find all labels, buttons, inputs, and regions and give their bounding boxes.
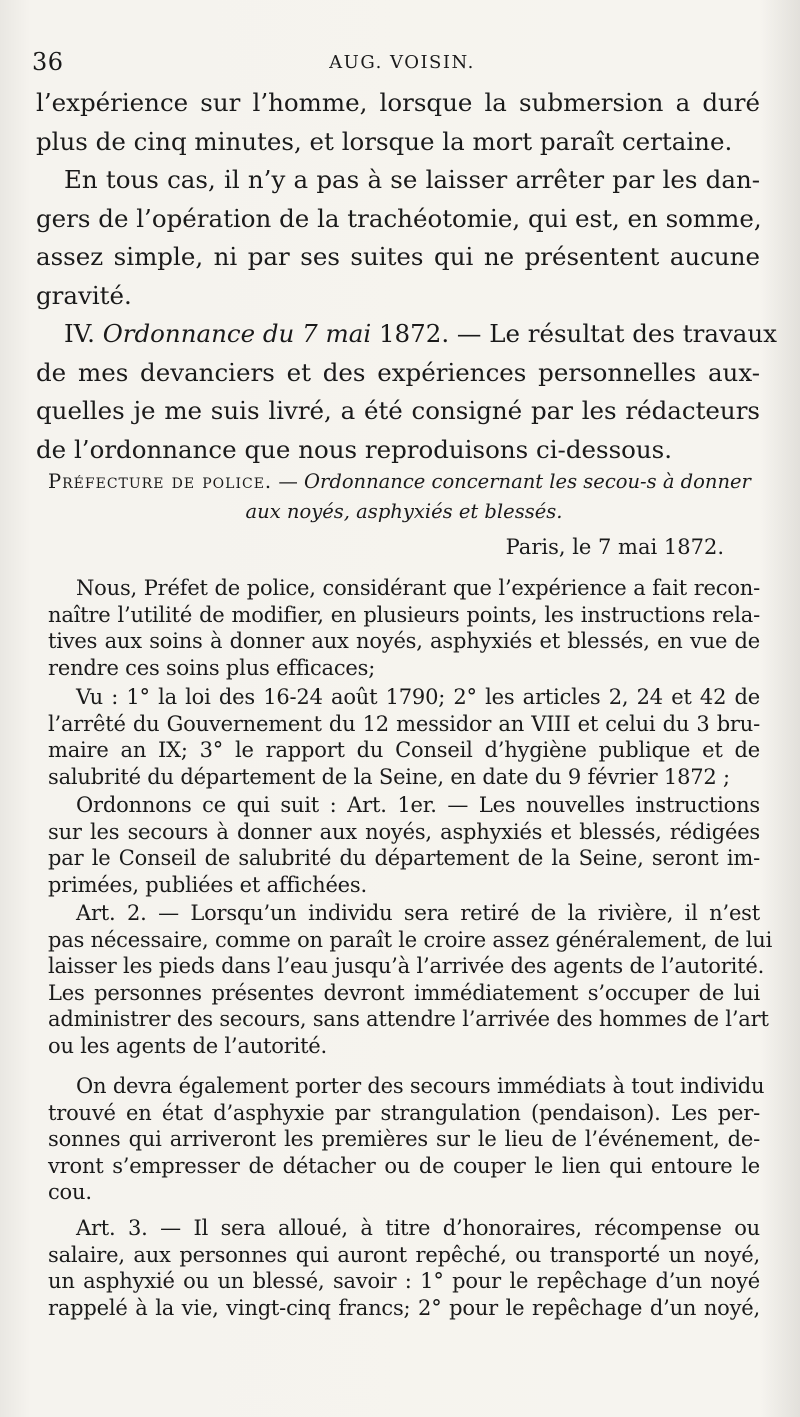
text-line: laisser les pieds dans l’eau jusqu’à l’arrivée des agents de l’autorité. — [48, 954, 765, 978]
text-line: de mes devanciers et des expériences personnelles aux- — [36, 357, 760, 387]
text-line: sur les secours à donner aux noyés, asphyxiés et blessés, rédigées — [48, 819, 760, 844]
text-line: l’arrêté du Gouvernement du 12 messidor an VIII et celui du 3 bru- — [48, 711, 760, 736]
text-line: de l’ordonnance que nous reproduisons ci-dessous. — [36, 434, 673, 464]
text-line: Les personnes présentes devront immédiatement s’occuper de lui — [48, 980, 760, 1005]
text-line: tives aux soins à donner aux noyés, asphyxiés et blessés, en vue de — [48, 629, 760, 653]
text-line: gers de l’opération de la trachéotomie, qui est, en somme, — [36, 203, 762, 233]
text-line: vront s’empresser de détacher ou de couper le lien qui entoure le — [48, 1153, 760, 1178]
body-paragraph-art3 — [48, 1215, 760, 1321]
text-line: cou. — [48, 1180, 92, 1204]
text-line: primées, publiées et affichées. — [48, 872, 367, 897]
text-line: ou les agents de l’autorité. — [48, 1033, 328, 1058]
text-line: trouvé en état d’asphyxie par strangulation (pendaison). Les per- — [48, 1100, 760, 1125]
intro-paragraph — [36, 84, 760, 161]
page-number: 36 — [32, 48, 64, 76]
section-year: 1872. — [378, 319, 450, 348]
dateline: Paris, le 7 mai 1872. — [505, 535, 724, 559]
text-line: rendre ces soins plus efficaces; — [48, 655, 376, 680]
text-line: maire an IX; 3° le rapport du Conseil d’hygiène publique et de — [48, 738, 760, 762]
text-line: salaire, aux personnes qui auront repêché, ou transporté un noyé, — [48, 1242, 760, 1267]
text-line: rappelé à la vie, vingt-cinq francs; 2° pour le repêchage d’un noyé, — [48, 1295, 760, 1320]
text-line: plus de cinq minutes, et lorsque la mort paraît certaine. — [36, 126, 733, 156]
text-line: quelles je me suis livré, a été consigné par les rédacteurs — [36, 396, 760, 425]
section-title: Ordonnance du 7 mai — [102, 319, 372, 348]
text-line: En tous cas, il n’y a pas à se laisser arrêter par les dan- — [64, 165, 760, 194]
body-paragraph-preamble — [48, 575, 760, 681]
paragraph-tracheotomy — [36, 161, 760, 315]
body-paragraph-strangulation — [48, 1073, 765, 1206]
body-paragraph-art1 — [48, 792, 760, 898]
prefecture-label: Préfecture de police. — [48, 470, 273, 493]
body-paragraph-vu — [48, 684, 760, 790]
title-part1: Ordonnance concernant les secou-s à donner — [304, 470, 751, 493]
text-line: Ordonnons ce qui suit : Art. 1er. — Les nouvelles instructions — [76, 793, 760, 817]
text-line: naître l’utilité de modifier, en plusieurs points, les instructions rela- — [48, 602, 760, 627]
text-line: assez simple, ni par ses suites qui ne présentent aucune — [36, 242, 760, 271]
text-line: gravité. — [36, 280, 132, 310]
text-line: Vu : 1° la loi des 16-24 août 1790; 2° les articles 2, 24 et 42 de — [76, 685, 760, 709]
text-line: par le Conseil de salubrité du département de la Seine, seront im- — [48, 846, 760, 870]
running-head: AUG. VOISIN. — [329, 52, 475, 73]
text-line: sonnes qui arriveront les premières sur le lieu de l’événement, de- — [48, 1127, 760, 1151]
section-heading-line — [36, 315, 777, 354]
text-line: Art. 3. — Il sera alloué, à titre d’honoraires, récompense ou — [76, 1216, 760, 1240]
body-paragraph-art2 — [48, 900, 773, 1059]
paragraph-ordonnance-intro — [36, 315, 777, 469]
ordonnance-title — [48, 467, 760, 527]
ordonnance-title-line — [48, 467, 760, 497]
text-line: l’expérience sur l’homme, lorsque la submersion a duré — [36, 88, 760, 117]
text-line: Nous, Préfet de police, considérant que l’expérience a fait recon- — [76, 576, 760, 600]
page-header — [32, 48, 772, 78]
section-number: IV. — [64, 319, 95, 348]
section-heading-rest: — Le résultat des travaux — [456, 319, 777, 348]
text-line: Art. 2. — Lorsqu’un individu sera retiré de la rivière, il n’est — [76, 901, 760, 925]
text-line: pas nécessaire, comme on paraît le croire assez généralement, de lui — [48, 927, 773, 952]
text-line: On devra également porter des secours immédiats à tout individu — [76, 1074, 765, 1098]
text-line: salubrité du département de la Seine, en date du 9 février 1872 ; — [48, 764, 730, 789]
text-line: un asphyxié ou un blessé, savoir : 1° pour le repêchage d’un noyé — [48, 1269, 760, 1293]
text-line: administrer des secours, sans attendre l’arrivée des hommes de l’art — [48, 1007, 769, 1031]
title-part2: aux noyés, asphyxiés et blessés. — [245, 500, 563, 523]
title-dash: — — [278, 470, 298, 493]
